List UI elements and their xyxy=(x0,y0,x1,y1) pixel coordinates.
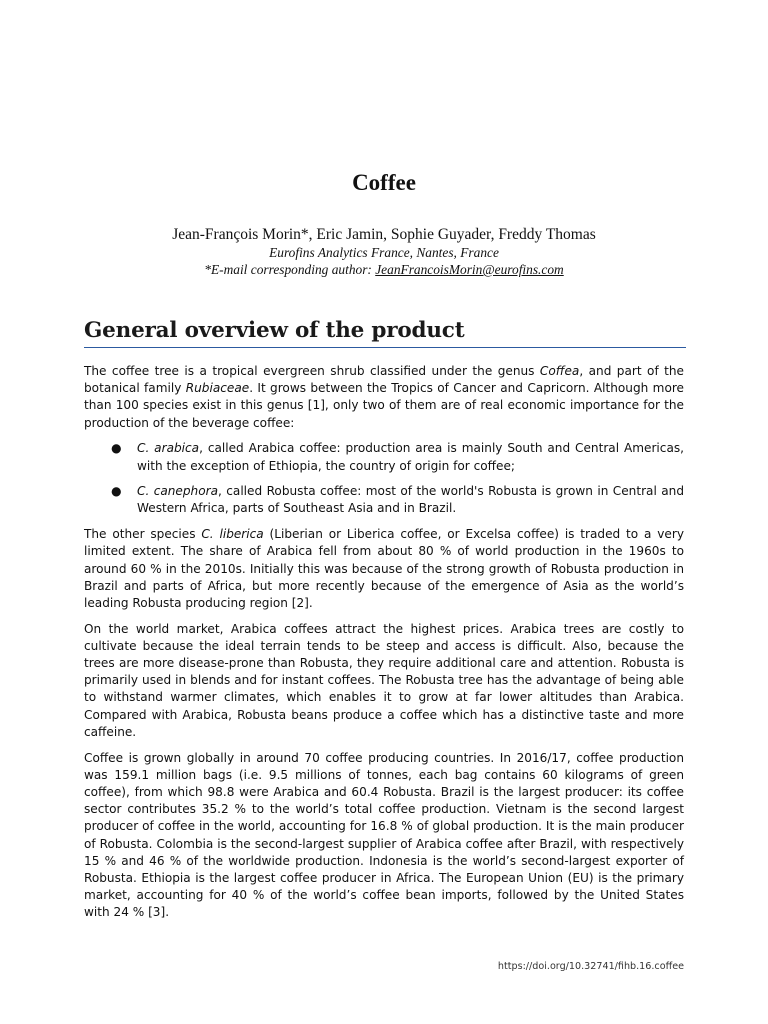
para1-text-c: . It grows between the Tropics of Cancer and Capricorn. Although more than 100 species exist in this genus [1], only two of them are of real economic importance for the production of the beverage coffee: xyxy=(84,381,684,430)
section-heading: General overview of the product xyxy=(84,318,465,343)
paragraph-3: On the world market, Arabica coffees attract the highest prices. Arabica trees are costly to cultivate because the ideal terrain tends to be steep and access is difficult. Also, because the trees are more disease-prone than Robusta, they require additional care and attention. Robusta is primarily used in blends and for instant coffees. The Robusta tree has the advantage of being able to withstand warmer climates, which enables it to grow at far lower altitudes than Arabica. Compared with Arabica, Robusta beans produce a coffee which has a distinctive taste and more caffeine. xyxy=(84,621,684,739)
para1-family: Rubiaceae xyxy=(185,381,250,396)
paragraph-2 xyxy=(84,526,684,612)
para2-species: C. liberica xyxy=(201,527,264,542)
paragraph-1 xyxy=(84,363,684,432)
para1-text-b: , and part of the botanical family xyxy=(84,364,684,396)
species-list xyxy=(84,440,684,517)
list-item-text: , called Robusta coffee: most of the world's Robusta is grown in Central and Western Africa, parts of Southeast Asia and in Brazil. xyxy=(137,484,684,516)
para2-text-a: The other species xyxy=(84,527,202,542)
heading-rule xyxy=(84,347,686,348)
list-item-text: , called Arabica coffee: production area is mainly South and Central Americas, with the exception of Ethiopia, the country of origin for coffee; xyxy=(137,441,684,473)
species-name: C. canephora xyxy=(137,484,218,499)
species-name: C. arabica xyxy=(137,441,200,456)
email-link[interactable]: JeanFrancoisMorin@eurofins.com xyxy=(375,262,564,277)
para1-genus: Coffea xyxy=(539,364,580,378)
page-title: Coffee xyxy=(352,170,416,195)
body-text xyxy=(84,363,684,930)
list-item xyxy=(84,440,684,474)
paragraph-4: Coffee is grown globally in around 70 coffee producing countries. In 2016/17, coffee production was 159.1 million bags (i.e. 9.5 millions of tonnes, each bag contains 60 kilograms of green coffee), from which 98.8 were Arabica and 60.4 Robusta. Brazil is the largest producer: its coffee sector contributes 35.2 % to the world’s total coffee production. Vietnam is the second largest producer of coffee in the world, accounting for 16.8 % of global production. It is the main producer of Robusta. Colombia is the second-largest supplier of Arabica coffee after Brazil, with respectively 15 % and 46 % of the worldwide production. Indonesia is the world’s second-largest exporter of Robusta. Ethiopia is the largest coffee producer in Africa. The European Union (EU) is the primary market, accounting for 40 % of the world’s coffee bean imports, followed by the United States with 24 % [3]. xyxy=(84,750,684,920)
email-prefix: *E-mail corresponding author: xyxy=(204,262,376,277)
doi-link[interactable]: https://doi.org/10.32741/fihb.16.coffee xyxy=(497,961,684,972)
para2-text-b: (Liberian or Liberica coffee, or Excelsa coffee) is traded to a very limited extent. The share of Arabica fell from about 80 % of world production in the 1960s to around 60 % in the 2010s. Initially this was because of the strong growth of Robusta production in Brazil and parts of Africa, but more recently because of the emergence of Asia as the world’s leading Robusta producing region [2]. xyxy=(84,527,684,610)
author-list: Jean-François Morin*, Eric Jamin, Sophie Guyader, Freddy Thomas xyxy=(172,226,596,243)
list-item xyxy=(84,483,684,517)
corresponding-email-line xyxy=(0,262,768,278)
affiliation: Eurofins Analytics France, Nantes, France xyxy=(269,245,499,260)
bullet-icon: ● xyxy=(111,441,122,456)
bullet-icon: ● xyxy=(111,484,122,499)
para1-text-a: The coffee tree is a tropical evergreen shrub classified under the genus xyxy=(84,364,540,378)
